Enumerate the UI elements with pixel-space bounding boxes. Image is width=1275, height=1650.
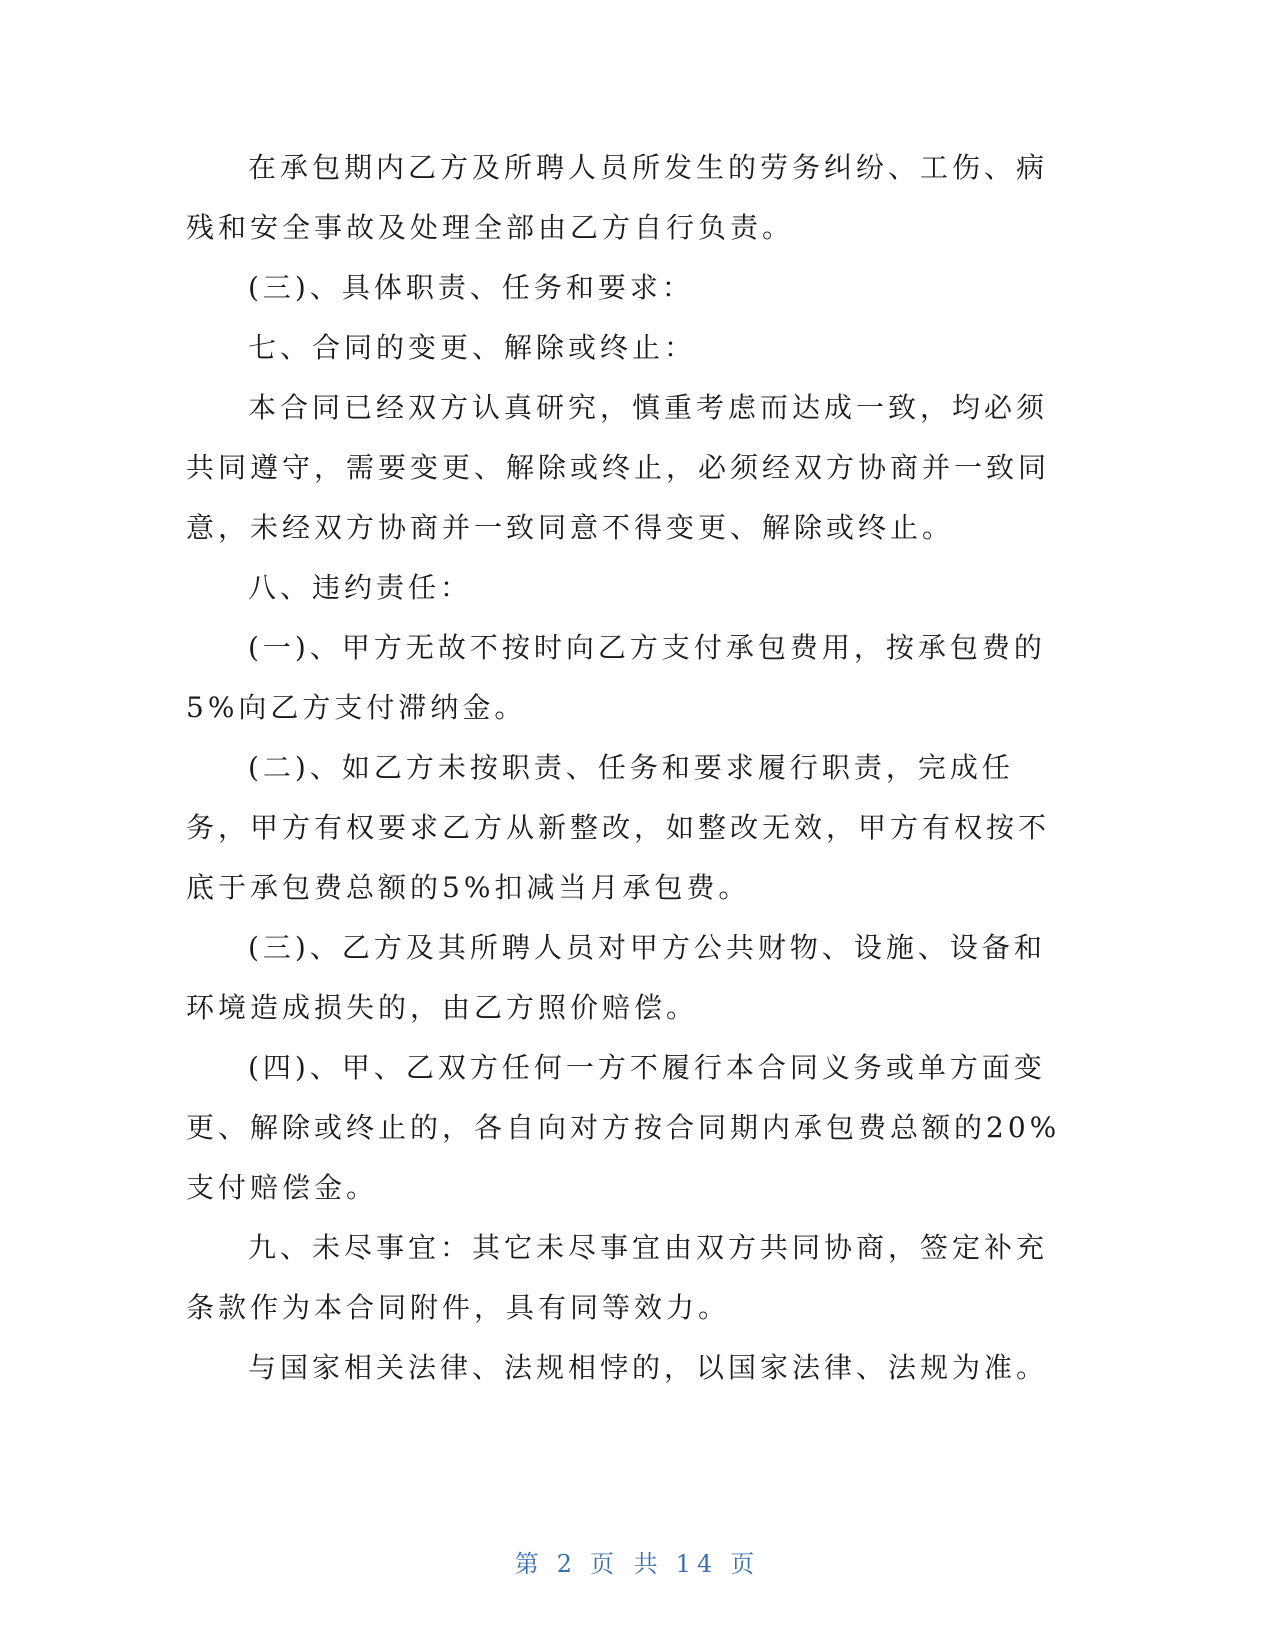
footer-suffix: 页 [730, 1550, 761, 1578]
paragraph-breach-4: (四)、甲、乙双方任何一方不履行本合同义务或单方面变更、解除或终止的，各自向对方按合同期内承包费总额的20%支付赔偿金。 [186, 1051, 1061, 1204]
paragraph-law-precedence: 与国家相关法律、法规相悖的，以国家法律、法规为准。 [248, 1351, 1049, 1384]
footer-middle: 页 共 [590, 1550, 664, 1578]
section-8-heading: 八、违约责任： [248, 571, 473, 604]
paragraph-breach-3: (三)、乙方及其所聘人员对甲方公共财物、设施、设备和环境造成损失的，由乙方照价赔偿。 [186, 931, 1046, 1024]
paragraph-duties-heading: (三)、具体职责、任务和要求： [248, 271, 694, 304]
section-9-paragraph: 九、未尽事宜：其它未尽事宜由双方共同协商，签定补充条款作为本合同附件，具有同等效力。 [186, 1231, 1049, 1324]
section-7-heading: 七、合同的变更、解除或终止： [248, 331, 697, 364]
footer-prefix: 第 [514, 1550, 545, 1578]
total-pages-number: 14 [675, 1550, 719, 1578]
paragraph-breach-2: (二)、如乙方未按职责、任务和要求履行职责，完成任务，甲方有权要求乙方从新整改，如整改无效，甲方有权按不底于承包费总额的5%扣减当月承包费。 [186, 751, 1051, 904]
paragraph-labor-disputes: 在承包期内乙方及所聘人员所发生的劳务纠纷、工伤、病残和安全事故及处理全部由乙方自行负责。 [186, 151, 1049, 244]
paragraph-contract-change: 本合同已经双方认真研究，慎重考虑而达成一致，均必须共同遵守，需要变更、解除或终止，必须经双方协商并一致同意，未经双方协商并一致同意不得变更、解除或终止。 [186, 391, 1051, 544]
document-body [186, 138, 1066, 1398]
current-page-number: 2 [556, 1550, 579, 1578]
paragraph-breach-1: (一)、甲方无故不按时向乙方支付承包费用，按承包费的5%向乙方支付滞纳金。 [186, 631, 1046, 724]
page-footer [0, 1544, 1275, 1579]
